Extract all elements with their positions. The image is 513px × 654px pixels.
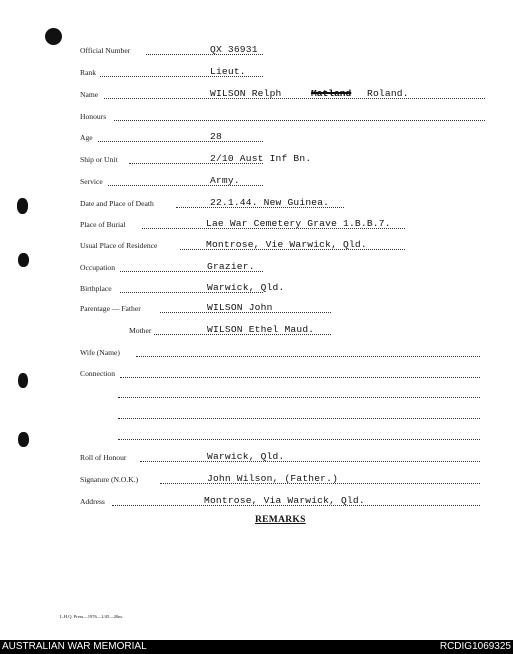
service-row — [0, 174, 513, 190]
official-number-label: Official Number — [80, 46, 131, 55]
dotted-line — [104, 98, 485, 99]
dotted-line — [114, 120, 485, 121]
birthplace-row — [0, 281, 513, 297]
dotted-line — [140, 461, 480, 462]
dotted-line — [98, 141, 263, 142]
name-value-struck: Matland — [311, 88, 352, 99]
ship-or-unit-value: 2/10 Aust Inf Bn. — [210, 153, 312, 164]
signature-value: John Wilson, (Father.) — [207, 473, 339, 484]
death-label: Date and Place of Death — [80, 199, 154, 208]
roll-of-honour-value: Warwick, Qld. — [207, 451, 285, 462]
name-row — [0, 87, 513, 103]
birthplace-value: Warwick, Qld. — [207, 282, 285, 293]
mother-label: Mother — [129, 326, 152, 335]
punch-hole-5 — [18, 432, 29, 447]
roll-of-honour-label: Roll of Honour — [80, 453, 127, 462]
remarks-heading: REMARKS — [255, 515, 306, 525]
residence-value: Montrose, Vie Warwick, Qld. — [206, 239, 367, 250]
occupation-value: Grazier. — [207, 261, 255, 272]
address-label: Address — [80, 497, 105, 506]
ship-or-unit-row — [0, 152, 513, 168]
wife-row — [0, 345, 513, 361]
occupation-row — [0, 260, 513, 276]
death-row — [0, 196, 513, 212]
father-row — [0, 301, 513, 317]
name-value-rest: Roland. — [367, 88, 409, 99]
connection-row — [0, 366, 513, 382]
father-label: Parentage — Father — [80, 304, 141, 313]
official-number-value: QX 36931 — [210, 44, 258, 55]
honours-row — [0, 109, 513, 125]
archive-footer — [0, 640, 513, 654]
official-number-row — [0, 43, 513, 59]
age-row — [0, 130, 513, 146]
residence-label: Usual Place of Residence — [80, 241, 158, 250]
service-value: Army. — [210, 175, 240, 186]
address-value: Montrose, Via Warwick, Qld. — [204, 495, 365, 506]
age-value: 28 — [210, 131, 222, 142]
print-code: L.H.Q. Press—1976—1/45—20m. — [60, 614, 123, 619]
archive-name: AUSTRALIAN WAR MEMORIAL — [2, 641, 147, 652]
name-label: Name — [80, 90, 99, 99]
connection-label: Connection — [80, 369, 116, 378]
signature-label: Signature (N.O.K.) — [80, 475, 139, 484]
age-label: Age — [80, 133, 93, 142]
burial-label: Place of Burial — [80, 220, 126, 229]
honours-label: Honours — [80, 112, 107, 121]
record-id: RCDIG1069325 — [439, 641, 511, 652]
rank-value: Lieut. — [210, 66, 246, 77]
connection-extra-line — [118, 397, 480, 398]
father-value: WILSON John — [207, 302, 273, 313]
mother-row — [0, 323, 513, 339]
mother-value: WILSON Ethel Maud. — [207, 324, 315, 335]
dotted-line — [120, 377, 480, 378]
rank-row — [0, 65, 513, 81]
roll-of-honour-row — [0, 450, 513, 466]
burial-value: Lae War Cemetery Grave 1.B.B.7. — [206, 218, 391, 229]
name-value-given: WILSON Relph — [210, 88, 282, 99]
birthplace-label: Birthplace — [80, 284, 112, 293]
signature-row — [0, 472, 513, 488]
address-row — [0, 494, 513, 510]
service-label: Service — [80, 177, 103, 186]
burial-row — [0, 217, 513, 233]
connection-extra-line — [118, 439, 480, 440]
occupation-label: Occupation — [80, 263, 116, 272]
ship-or-unit-label: Ship or Unit — [80, 155, 118, 164]
death-value: 22.1.44. New Guinea. — [210, 197, 330, 208]
wife-label: Wife (Name) — [80, 348, 120, 357]
residence-row — [0, 238, 513, 254]
dotted-line — [136, 356, 480, 357]
rank-label: Rank — [80, 68, 97, 77]
connection-extra-line — [118, 418, 480, 419]
